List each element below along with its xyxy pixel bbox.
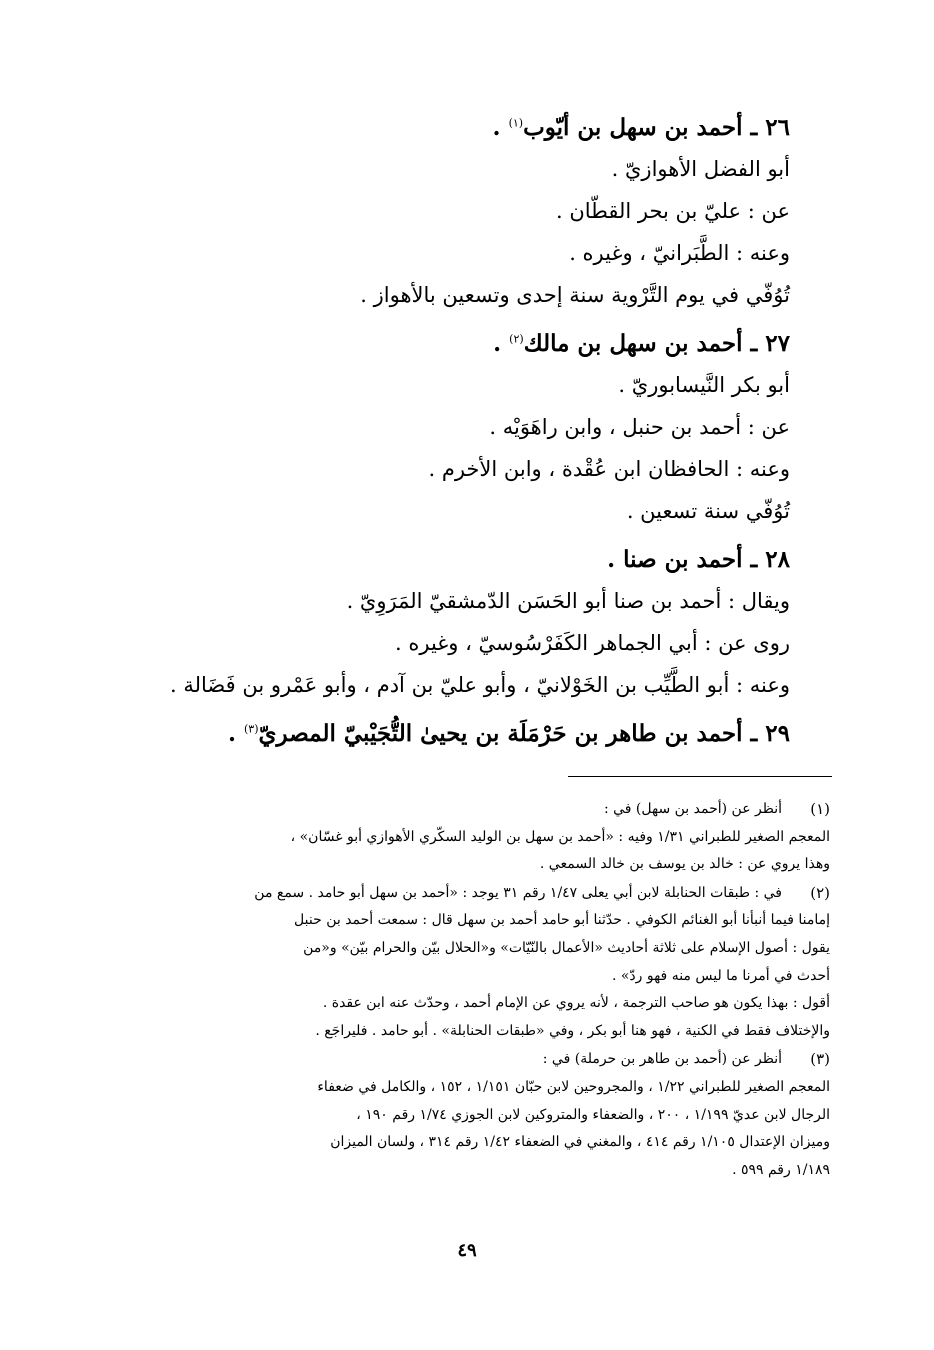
entry-heading: ٢٩ ـ أحمد بن طاهر بن حَرْمَلَة بن يحيىٰ التُّجَيْبيّ المصريّ$^{(٣)}$ . bbox=[227, 720, 790, 747]
entry-line: تُوُفّي سنة تسعين . bbox=[626, 499, 790, 523]
entry-line: أبو الفضل الأهوازيّ . bbox=[611, 157, 790, 181]
footnote-number: (١) bbox=[810, 800, 830, 818]
entry-heading: ٢٦ ـ أحمد بن سهل بن أيّوب$^{(١)}$ . bbox=[492, 114, 790, 141]
entry-line: وعنه : أبو الطَّيِّب بن الخَوْلانيّ ، وأبو عليّ بن آدم ، وأبو عَمْرو بن فَضَالة . bbox=[170, 673, 790, 697]
footnote-number: (٢) bbox=[810, 883, 830, 902]
footnote-line: أحدث في أمرنا ما ليس منه فهو ردّ» . bbox=[611, 967, 830, 984]
footnote-ref[interactable]: (١) bbox=[508, 116, 524, 130]
footnote-number: (٣) bbox=[810, 1050, 830, 1069]
footnote-separator bbox=[568, 776, 832, 777]
footnote-line: الرجال لابن عديّ ١/١٩٩ ، ٢٠٠ ، والضعفاء والمتروكين لابن الجوزي ١/٧٤ رقم ١٩٠ ، bbox=[356, 1106, 830, 1123]
entry-line: عن : أحمد بن حنبل ، وابن راهَوَيْه . bbox=[489, 415, 790, 439]
entry-line: ويقال : أحمد بن صنا أبو الحَسَن الدّمشقيّ المَرَوِيّ . bbox=[346, 589, 790, 613]
entry-28 bbox=[118, 540, 790, 706]
footnotes bbox=[118, 796, 830, 1184]
footnote-ref[interactable]: (٢) bbox=[509, 332, 524, 346]
footnote-1 bbox=[118, 796, 830, 879]
entry-line: عن : عليّ بن بحر القطّان . bbox=[555, 199, 790, 223]
footnote-3 bbox=[118, 1046, 830, 1184]
footnote-line: وهذا يروي عن : خالد بن يوسف بن خالد السمعي . bbox=[539, 856, 830, 873]
footnote-line: ١/١٨٩ رقم ٥٩٩ . bbox=[732, 1161, 830, 1178]
entry-line: تُوُفّي في يوم التَّرْوية سنة إحدى وتسعين بالأهواز . bbox=[360, 283, 790, 307]
entry-26 bbox=[118, 108, 790, 316]
entry-line: وعنه : الحافظان ابن عُقْدة ، وابن الأخرم . bbox=[428, 457, 790, 481]
entry-29 bbox=[118, 714, 790, 754]
footnote-2 bbox=[118, 880, 830, 1046]
entry-27 bbox=[118, 324, 790, 532]
footnote-line: في : طبقات الحنابلة لابن أبي يعلى ١/٤٧ رقم ٣١ يوجد : «أحمد بن سهل أبو حامد . سمع من bbox=[254, 884, 782, 901]
footnote-line: إمامنا فيما أنبأنا أبو الغنائم الكوفي . حدّثنا أبو حامد أحمد بن سهل قال : سمعت أحمد بن حنبل bbox=[294, 912, 830, 929]
entry-heading: ٢٧ ـ أحمد بن سهل بن مالك$^{(٢)}$ . bbox=[493, 330, 790, 357]
footnote-line: المعجم الصغير للطبراني ١/٢٢ ، والمجروحين لابن حبّان ١/١٥١ ، ١٥٢ ، والكامل في ضعفاء bbox=[317, 1078, 830, 1095]
page-number: ٤٩ bbox=[457, 1240, 477, 1261]
footnote-line: المعجم الصغير للطبراني ١/٣١ وفيه : «أحمد بن سهل بن الوليد السكّري الأهوازي أبو غسّان» ، bbox=[290, 828, 830, 845]
entry-line: أبو بكر النَّيسابوريّ . bbox=[618, 373, 790, 397]
entry-heading: ٢٨ ـ أحمد بن صنا . bbox=[607, 546, 790, 573]
footnote-line: والإختلاف فقط في الكنية ، فهو هنا أبو بكر ، وفي «طبقات الحنابلة» . أبو حامد . فليراجَع . bbox=[315, 1022, 830, 1039]
entry-line: روى عن : أبي الجماهر الكَفَرْسُوسيّ ، وغيره . bbox=[395, 631, 790, 655]
footnote-line: أقول : بهذا يكون هو صاحب الترجمة ، لأنه يروي عن الإمام أحمد ، وحدّث عنه ابن عقدة . bbox=[322, 995, 830, 1012]
footnote-ref[interactable]: (٣) bbox=[244, 722, 259, 736]
footnote-line: يقول : أصول الإسلام على ثلاثة أحاديث «الأعمال بالنّيّات» و«الحلال بيّن والحرام بيّن» و«من bbox=[303, 939, 830, 956]
footnote-line: وميزان الإعتدال ١/١٠٥ رقم ٤١٤ ، والمغني في الضعفاء ١/٤٢ رقم ٣١٤ ، ولسان الميزان bbox=[330, 1134, 830, 1151]
footnote-line: أنظر عن (أحمد بن سهل) في : bbox=[603, 801, 782, 817]
footnote-line: أنظر عن (أحمد بن طاهر بن حرملة) في : bbox=[542, 1051, 782, 1068]
entry-line: وعنه : الطَّبَرانيّ ، وغيره . bbox=[569, 241, 790, 265]
biography-entries bbox=[118, 108, 790, 754]
